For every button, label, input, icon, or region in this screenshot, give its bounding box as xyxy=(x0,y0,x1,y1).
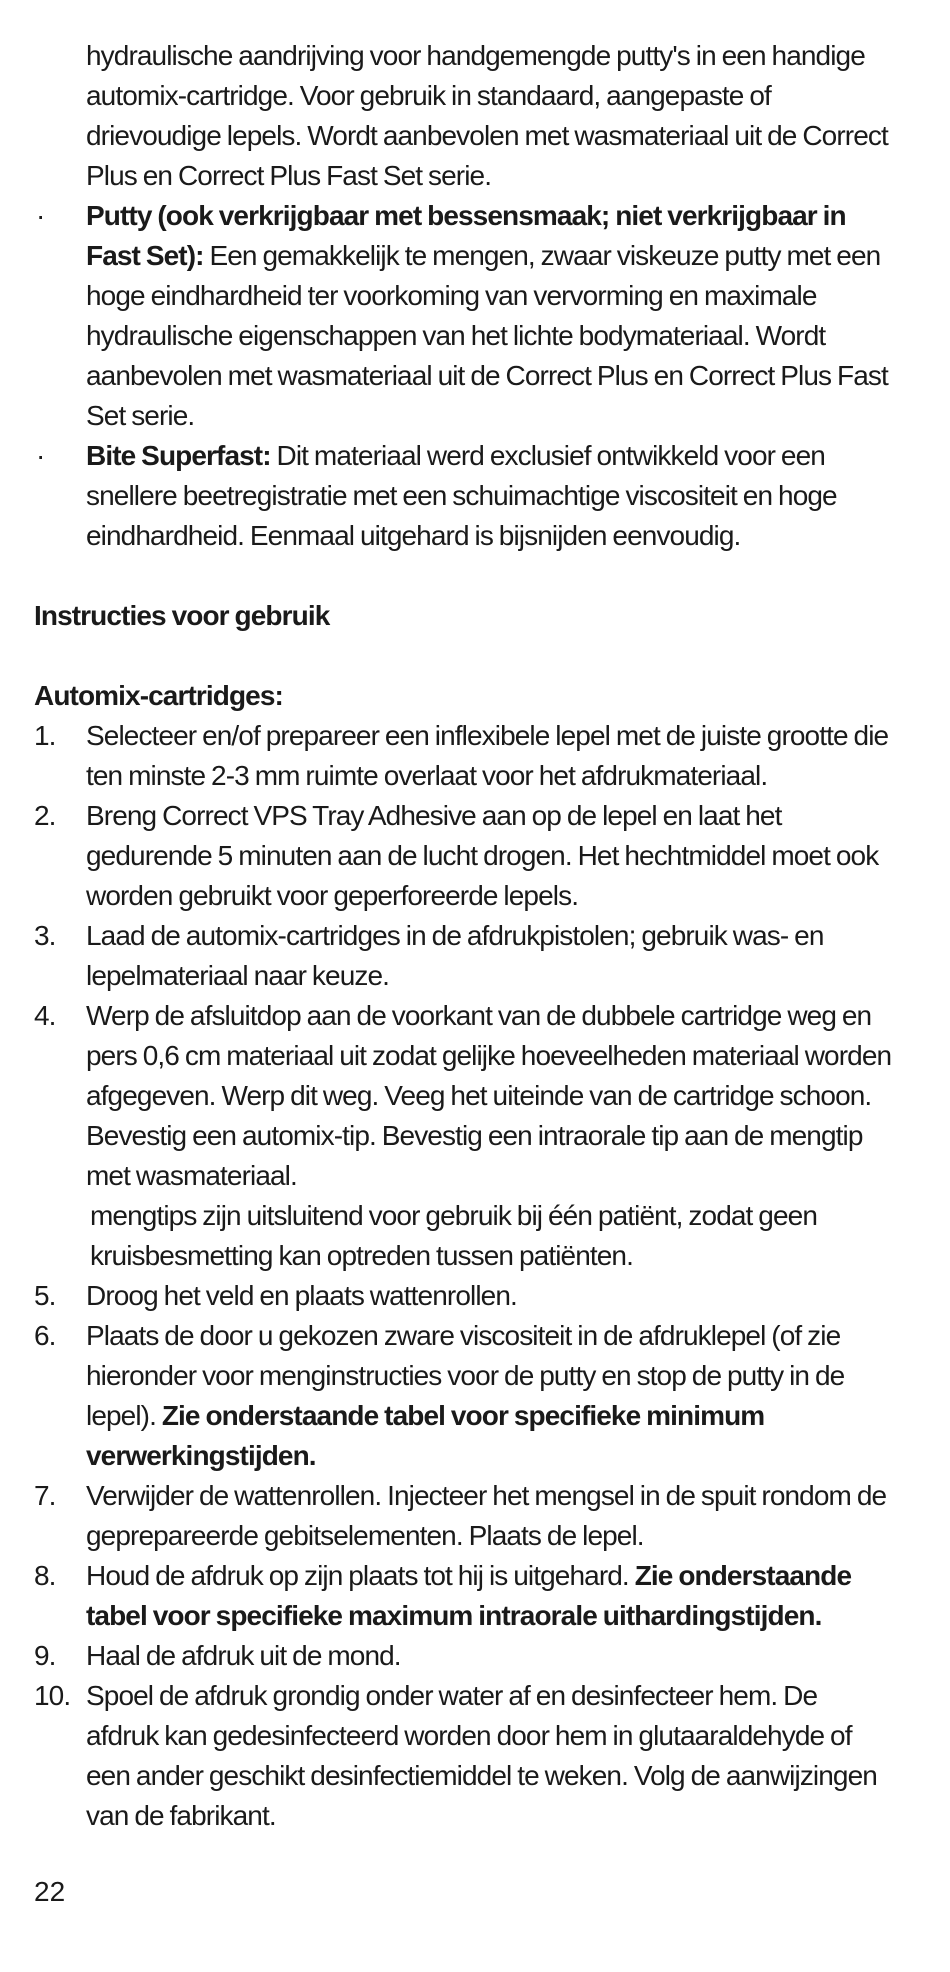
bullet-text: Dit materiaal werd exclusief ontwikkeld voor een snellere beetregistratie met een schuimachtige viscositeit en hoge eindhardheid. Eenmaal uitgehard is bijsnijden eenvoudig. xyxy=(86,440,837,551)
section-title: Instructies voor gebruik xyxy=(34,600,330,631)
bullet-marker: · xyxy=(36,200,45,231)
step-bold-text: Zie onderstaande tabel voor specifieke minimum verwerkingstijden. xyxy=(86,1400,765,1471)
bullet-title: Putty (ook verkrijgbaar met bessensmaak; niet verkrijgbaar in Fast Set): xyxy=(86,200,846,271)
instruction-steps-list xyxy=(34,716,894,1836)
step-note xyxy=(34,1196,894,1276)
step-item xyxy=(34,1676,894,1836)
step-item xyxy=(34,996,894,1196)
bullet-title: Bite Superfast: xyxy=(86,440,271,471)
step-number: 10. xyxy=(34,1680,71,1711)
step-number: 9. xyxy=(34,1640,56,1671)
step-text: Verwijder de wattenrollen. Injecteer het mengsel in de spuit rondom de geprepareerde gebitselementen. Plaats de lepel. xyxy=(86,1480,887,1551)
step-number: 6. xyxy=(34,1320,56,1351)
step-number: 7. xyxy=(34,1480,56,1511)
step-item xyxy=(34,1636,894,1676)
step-item xyxy=(34,1556,894,1636)
step-note-text: mengtips zijn uitsluitend voor gebruik bij één patiënt, zodat geen kruisbesmetting kan optreden tussen patiënten. xyxy=(90,1200,817,1271)
step-item xyxy=(34,1276,894,1316)
step-text: Plaats de door u gekozen zware viscositeit in de afdruklepel (of zie hieronder voor menginstructies voor de putty en stop de putty in de lepel). xyxy=(86,1320,845,1431)
step-text: Selecteer en/of prepareer een inflexibele lepel met de juiste grootte die ten minste 2-3 mm ruimte overlaat voor het afdrukmateriaal. xyxy=(86,720,889,791)
step-item xyxy=(34,716,894,796)
intro-continuation-text: hydraulische aandrijving voor handgemengde putty's in een handige automix-cartridge. Voor gebruik in standaard, aangepaste of drievoudige lepels. Wordt aanbevolen met wasmateriaal uit de Correct Plus en Correct Plus Fast Set serie. xyxy=(86,40,888,191)
step-text: Werp de afsluitdop aan de voorkant van de dubbele cartridge weg en pers 0,6 cm materiaal uit zodat gelijke hoeveelheden materiaal worden afgegeven. Werp dit weg. Veeg het uiteinde van de cartridge schoon. Bevestig een automix-tip. Bevestig een intraorale tip aan de mengtip met wasmateriaal. xyxy=(86,1000,892,1191)
step-text: Laad de automix-cartridges in de afdrukpistolen; gebruik was- en lepelmateriaal naar keuze. xyxy=(86,920,824,991)
bullet-text: Een gemakkelijk te mengen, zwaar viskeuze putty met een hoge eindhardheid ter voorkoming van vervorming en maximale hydraulische eigenschappen van het lichte bodymateriaal. Wordt aanbevolen met wasmateriaal uit de Correct Plus en Correct Plus Fast Set serie. xyxy=(86,240,888,431)
bullet-item-bite-superfast xyxy=(34,436,894,556)
step-number: 5. xyxy=(34,1280,56,1311)
step-text: Spoel de afdruk grondig onder water af en desinfecteer hem. De afdruk kan gedesinfecteerd worden door hem in glutaaraldehyde of een ander geschikt desinfectiemiddel te weken. Volg de aanwijzingen van de fabrikant. xyxy=(86,1680,877,1831)
step-number: 4. xyxy=(34,1000,56,1031)
page-content xyxy=(34,36,894,1836)
bullet-marker: · xyxy=(36,440,45,471)
step-text: Haal de afdruk uit de mond. xyxy=(86,1640,401,1671)
step-item xyxy=(34,1316,894,1476)
step-text: Houd de afdruk op zijn plaats tot hij is uitgehard. xyxy=(86,1560,635,1591)
step-number: 1. xyxy=(34,720,56,751)
step-item xyxy=(34,796,894,916)
step-item xyxy=(34,1476,894,1556)
step-number: 8. xyxy=(34,1560,56,1591)
step-number: 2. xyxy=(34,800,56,831)
step-item xyxy=(34,916,894,996)
subsection-title: Automix-cartridges: xyxy=(34,680,283,711)
page-number: 22 xyxy=(34,1876,66,1907)
step-bold-text: Zie onderstaande tabel voor specifieke maximum intraorale uithardingstijden. xyxy=(86,1560,852,1631)
intro-continuation-paragraph xyxy=(34,36,894,196)
step-text: Droog het veld en plaats wattenrollen. xyxy=(86,1280,517,1311)
bullet-item-putty xyxy=(34,196,894,436)
step-text: Breng Correct VPS Tray Adhesive aan op de lepel en laat het gedurende 5 minuten aan de lucht drogen. Het hechtmiddel moet ook worden gebruikt voor geperforeerde lepels. xyxy=(86,800,879,911)
step-number: 3. xyxy=(34,920,56,951)
